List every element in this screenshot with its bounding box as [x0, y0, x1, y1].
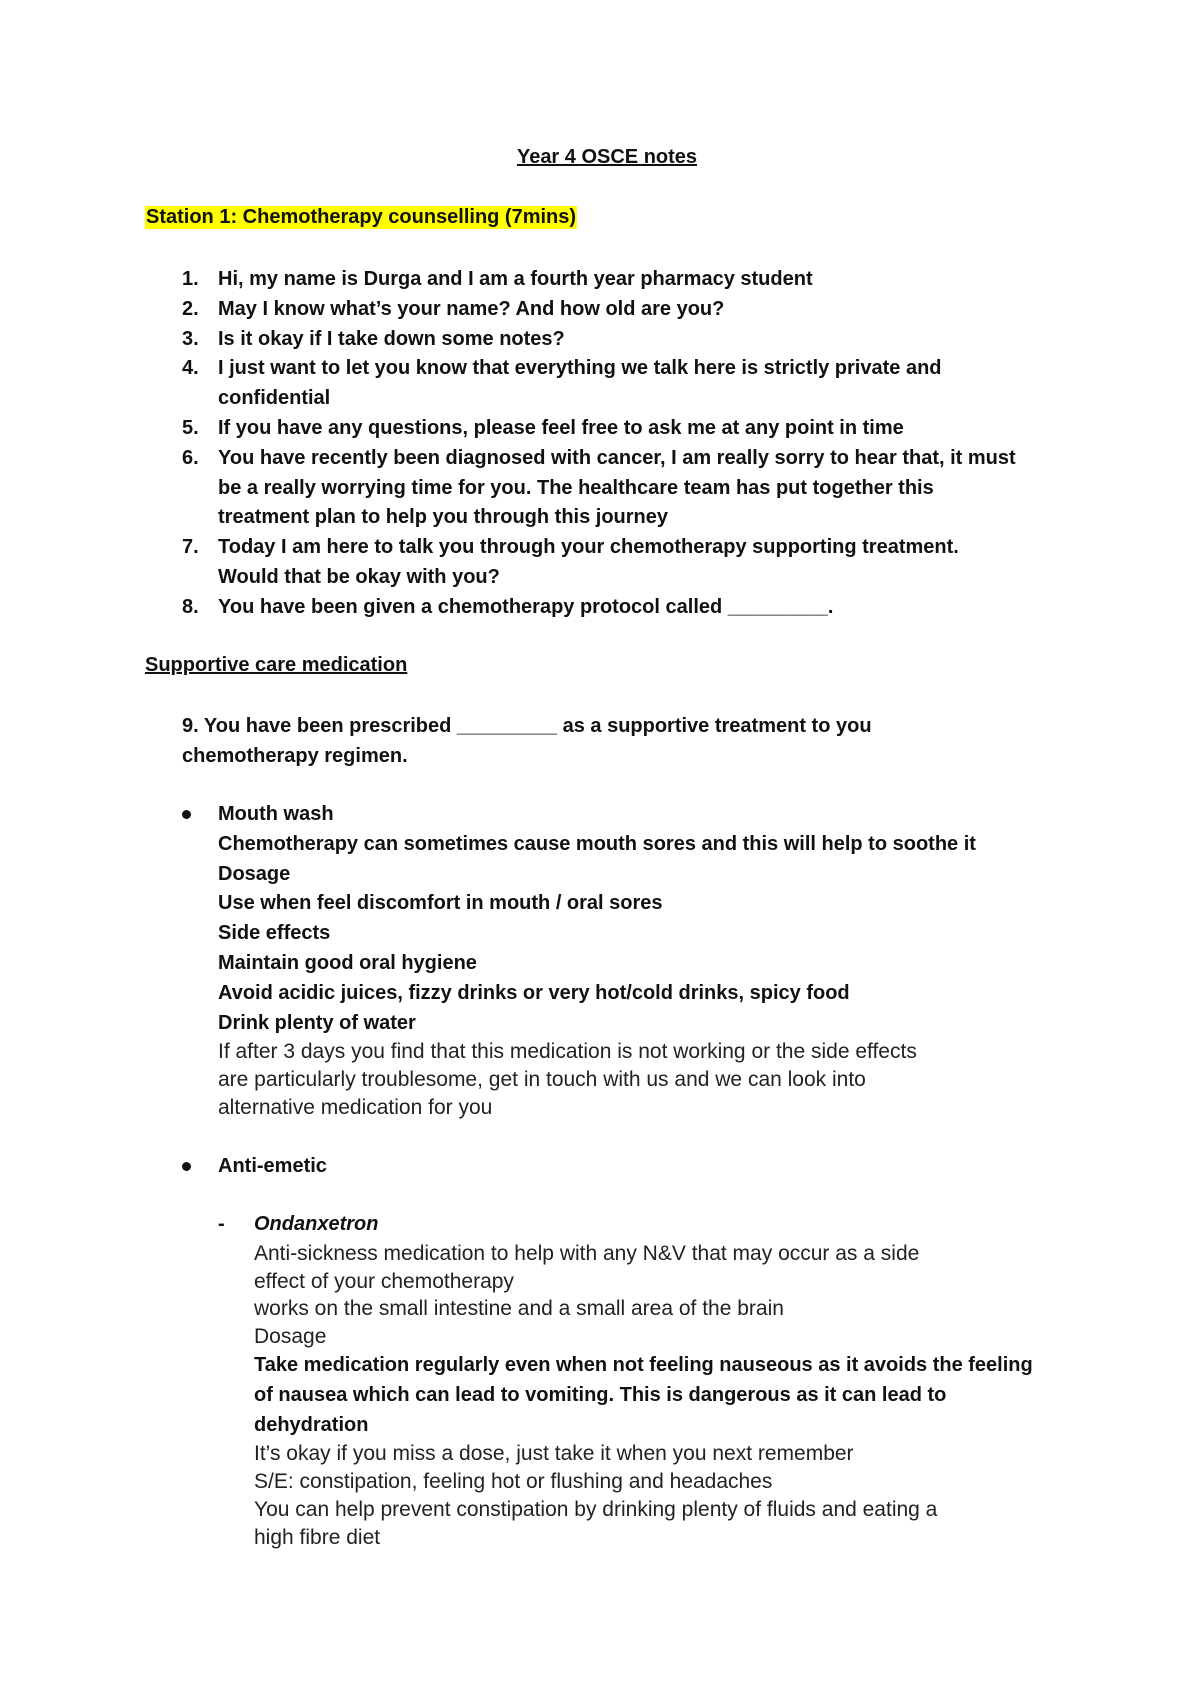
list-text: Today I am here to talk you through your chemotherapy supporting treatment. — [218, 536, 959, 559]
step-nine-line: chemotherapy regimen. — [182, 744, 408, 767]
dash-bullet: - — [218, 1213, 225, 1235]
station-heading: Station 1: Chemotherapy counselling (7mins) — [146, 206, 577, 228]
bullet-icon — [182, 1162, 191, 1171]
list-number: 4. — [182, 357, 199, 380]
list-text: You have been given a chemotherapy protocol called _________. — [218, 595, 834, 618]
list-item — [145, 593, 1075, 623]
list-item — [145, 325, 1075, 355]
drug-note: Dosage — [254, 1325, 327, 1349]
list-text: I just want to let you know that everything we talk here is strictly private and — [218, 357, 942, 380]
list-text: If you have any questions, please feel free to ask me at any point in time — [218, 416, 904, 439]
list-number: 7. — [182, 536, 199, 559]
list-number: 6. — [182, 446, 199, 469]
supportive-care-heading: Supportive care medication — [145, 654, 408, 676]
drug-note: high fibre diet — [254, 1525, 381, 1549]
list-text: May I know what’s your name? And how old are you? — [218, 297, 725, 320]
drug-note: It’s okay if you miss a dose, just take it when you next remember — [254, 1442, 854, 1466]
mouthwash-line: Drink plenty of water — [218, 1011, 416, 1034]
list-text: be a really worrying time for you. The healthcare team has put together this — [218, 476, 934, 499]
list-item — [145, 265, 1075, 295]
list-text: Is it okay if I take down some notes? — [218, 327, 565, 350]
list-number: 2. — [182, 297, 199, 320]
page-title: Year 4 OSCE notes — [516, 146, 698, 168]
bullet-icon — [182, 810, 191, 819]
list-item — [145, 295, 1075, 325]
step-nine-line: 9. You have been prescribed _________ as a supportive treatment to you — [182, 715, 872, 737]
ondansetron-subsection — [218, 1210, 1098, 1552]
drug-note: works on the small intestine and a small area of the brain — [254, 1297, 784, 1321]
antiemetic-heading: Anti-emetic — [218, 1155, 327, 1177]
list-text: You have recently been diagnosed with cancer, I am really sorry to hear that, it must — [218, 446, 1016, 469]
list-text: treatment plan to help you through this journey — [218, 506, 669, 529]
drug-note: You can help prevent constipation by drinking plenty of fluids and eating a — [254, 1497, 938, 1521]
drug-name: Ondanxetron — [254, 1213, 379, 1235]
list-item — [145, 444, 1075, 533]
list-text: confidential — [218, 387, 331, 410]
list-number: 1. — [182, 268, 199, 290]
intro-steps-list — [145, 265, 1075, 623]
list-item — [145, 533, 1075, 593]
antiemetic-section — [182, 1152, 1082, 1182]
mouthwash-line: Maintain good oral hygiene — [218, 951, 477, 974]
drug-bold-line: of nausea which can lead to vomiting. This is dangerous as it can lead to — [254, 1383, 947, 1406]
mouthwash-section — [182, 800, 1082, 1122]
list-text: Hi, my name is Durga and I am a fourth year pharmacy student — [218, 268, 813, 290]
drug-note: S/E: constipation, feeling hot or flushing and headaches — [254, 1470, 773, 1494]
mouthwash-line: Chemotherapy can sometimes cause mouth sores and this will help to soothe it — [218, 832, 976, 855]
drug-note: effect of your chemotherapy — [254, 1269, 514, 1293]
list-number: 8. — [182, 595, 199, 618]
drug-bold-line: dehydration — [254, 1413, 369, 1436]
list-item — [145, 354, 1075, 414]
mouthwash-line: Avoid acidic juices, fizzy drinks or very hot/cold drinks, spicy food — [218, 981, 850, 1004]
mouthwash-note: If after 3 days you find that this medication is not working or the side effects — [218, 1040, 917, 1064]
mouthwash-note: alternative medication for you — [218, 1095, 493, 1119]
step-nine-paragraph — [182, 712, 942, 772]
drug-note: Anti-sickness medication to help with any N&V that may occur as a side — [254, 1241, 920, 1265]
drug-bold-line: Take medication regularly even when not feeling nauseous as it avoids the feeling — [254, 1353, 1033, 1376]
mouthwash-line: Use when feel discomfort in mouth / oral sores — [218, 892, 663, 915]
mouthwash-note: are particularly troublesome, get in touch with us and we can look into — [218, 1068, 866, 1092]
list-number: 5. — [182, 416, 199, 439]
list-text: Would that be okay with you? — [218, 565, 500, 588]
mouthwash-line: Dosage — [218, 862, 291, 885]
mouthwash-heading: Mouth wash — [218, 803, 334, 825]
list-number: 3. — [182, 327, 199, 350]
mouthwash-line: Side effects — [218, 922, 331, 945]
list-item — [145, 414, 1075, 444]
